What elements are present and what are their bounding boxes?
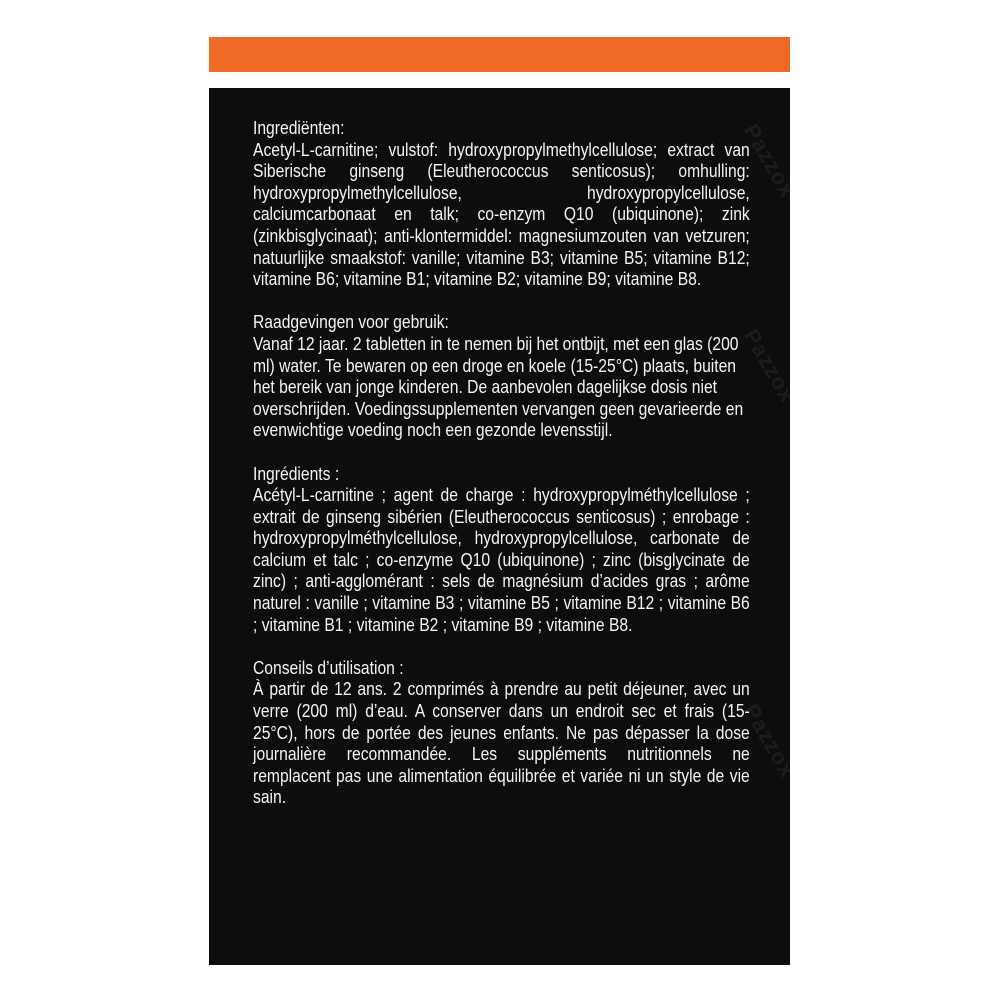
section-body: Acétyl-L-carnitine ; agent de charge : hydroxypropylméthylcellulose ; extrait de ginseng sibérien (Eleutherococcus senticosus) ; enrobage : hydroxypropylméthylcellulose, hydroxypropylcellulose, carbonate de calcium et talc ; co-enzyme Q10 (ubiquinone) ; zinc (bisglycinate de zinc) ; anti-agglomérant : sels de magnésium d’acides gras ; arôme naturel : vanille ; vitamine B3 ; vitamine B5 ; vitamine B12 ; vitamine B6 ; vitamine B1 ; vitamine B2 ; vitamine B9 ; vitamine B8. (253, 485, 750, 635)
label-panel (209, 88, 801, 965)
section-heading: Ingrediënten: (253, 118, 345, 138)
watermark-logo: Pazzox (738, 119, 801, 202)
section-fr-usage (253, 658, 750, 809)
section-body: À partir de 12 ans. 2 comprimés à prendre au petit déjeuner, avec un verre (200 ml) d’eau. A conserver dans un endroit sec et frais (15-25°C), hors de portée des jeunes enfants. Ne pas dépasser la dose journalière recommandée. Les suppléments nutritionnels ne remplacent pas une alimentation équilibrée et variée ni un style de vie sain. (253, 679, 750, 808)
section-nl-usage (253, 312, 750, 442)
section-nl-ingredients (253, 118, 750, 291)
section-body: Acetyl-L-carnitine; vulstof: hydroxypropylmethylcellulose; extract van Siberische ginseng (Eleutherococcus senticosus); omhulling: hydroxypropylmethylcellulose, hydroxypropylcellulose, calciumcarbonaat en talk; co-enzym Q10 (ubiquinone); zink (zinkbisglycinaat); anti-klontermiddel: magnesiumzouten van vetzuren; natuurlijke smaakstof: vanille; vitamine B3; vitamine B5; vitamine B12; vitamine B6; vitamine B1; vitamine B2; vitamine B9; vitamine B8. (253, 139, 750, 290)
section-heading: Ingrédients : (253, 463, 340, 484)
section-heading: Conseils d’utilisation : (253, 657, 404, 678)
section-fr-ingredients (253, 464, 750, 637)
section-body: Vanaf 12 jaar. 2 tabletten in te nemen bij het ontbijt, met een glas (200 ml) water. Te bewaren op een droge en koele (15-25°C) plaats, buiten het bereik van jonge kinderen. De aanbevolen dagelijkse dosis niet overschrijden. Voedingssupplementen vervangen geen gevarieerde en evenwichtige voeding noch een gezonde levensstijl. (253, 333, 744, 441)
watermark-logo: Pazzox (738, 324, 801, 407)
label-text-content (253, 118, 750, 831)
orange-header-band (209, 37, 790, 72)
section-heading: Raadgevingen voor gebruik: (253, 312, 449, 333)
watermark-logo: Pazzox (738, 699, 801, 782)
